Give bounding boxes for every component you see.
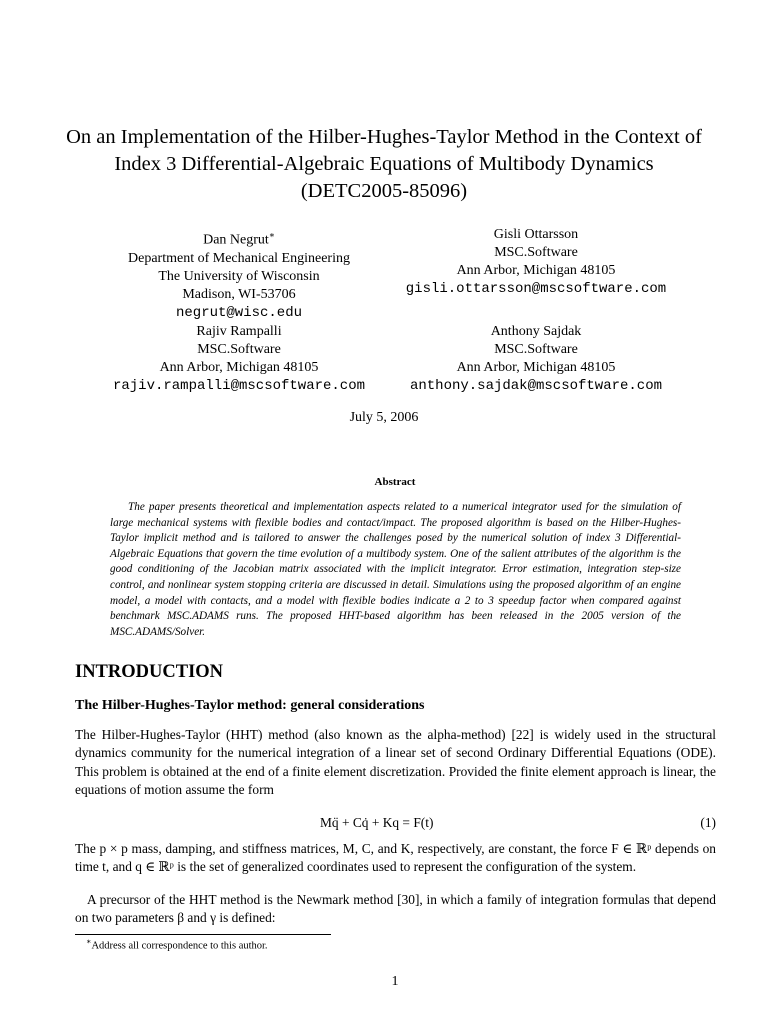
author-email[interactable]: gisli.ottarsson@mscsoftware.com [405, 281, 667, 297]
paragraph: A precursor of the HHT method is the Newmark method [30], in which a family of integration formulas that depend on two parameters β and γ is defined: [75, 892, 716, 926]
footnote-marker: ∗ [86, 937, 92, 946]
author-affiliation: MSC.Software [494, 342, 578, 357]
author-name: Dan Negrut [203, 232, 269, 248]
publication-date: July 5, 2006 [349, 410, 419, 425]
author-email[interactable]: rajiv.rampalli@mscsoftware.com [112, 378, 366, 394]
author-email[interactable]: negrut@wisc.edu [175, 304, 303, 321]
author-affiliation: Ann Arbor, Michigan 48105 [456, 360, 616, 375]
author-name: Rajiv Rampalli [196, 324, 282, 339]
equation-number: (1) [700, 815, 716, 830]
author-affiliation: Madison, WI-53706 [182, 286, 296, 302]
author-affiliation: Ann Arbor, Michigan 48105 [159, 360, 319, 375]
author-email[interactable]: anthony.sajdak@mscsoftware.com [409, 378, 663, 394]
abstract-heading: Abstract [374, 476, 416, 488]
author-block-rampalli [86, 323, 392, 395]
paragraph: The p × p mass, damping, and stiffness matrices, M, C, and K, respectively, are constant, the force F ∈ ℝᵖ depends on time t, and q ∈ ℝᵖ is the set of generalized coordinates used to represent the configuration of the system. [75, 841, 716, 875]
author-affiliation: The University of Wisconsin [158, 268, 320, 284]
author-affiliation: Department of Mechanical Engineering [128, 250, 350, 266]
section-heading: INTRODUCTION [75, 662, 224, 682]
author-affiliation: MSC.Software [494, 245, 578, 260]
equation-body: Mq̈ + Cq̇ + Kq = F(t) [320, 815, 434, 830]
author-name: Gisli Ottarsson [493, 227, 579, 242]
author-affiliation: Ann Arbor, Michigan 48105 [456, 263, 616, 278]
author-block-negrut [91, 226, 387, 322]
page-number: 1 [391, 974, 399, 989]
footnote-divider [75, 934, 331, 935]
footnote-text: Address all correspondence to this author. [91, 940, 268, 952]
footnote [86, 937, 268, 952]
abstract-text: The paper presents theoretical and implementation aspects related to a numerical integrator used for the simulation of large mechanical systems with flexible bodies and contact/impact. The proposed algorithm is based on the Hilber-Hughes-Taylor implicit method and is tailored to answer the challenges posed by the numerical solution of index 3 Differential-Algebraic Equations that govern the time evolution of a multibody system. One of the salient attributes of the algorithm is the good conditioning of the Jacobian matrix associated with the implicit integrator. Error estimation, integration step-size control, and nonlinear system stopping criteria are discussed in detail. Simulations using the proposed algorithm of an engine model, a model with contacts, and a model with flexible bodies indicate a 2 to 3 speedup factor when compared against benchmark MSC.ADAMS runs. The proposed HHT-based algorithm has been released in the 2005 version of the MSC.ADAMS/Solver. [110, 501, 681, 638]
author-block-ottarsson [376, 226, 696, 298]
subsection-heading: The Hilber-Hughes-Taylor method: general considerations [75, 698, 425, 713]
author-affiliation: MSC.Software [197, 342, 281, 357]
paragraph: The Hilber-Hughes-Taylor (HHT) method (also known as the alpha-method) [22] is widely used in the structural dynamics community for the numerical integration of a linear set of second Ordinary Differential Equations (ODE). This problem is obtained at the end of a finite element discretization. Provided the finite element approach is linear, the equations of motion assume the form [75, 727, 716, 797]
paper-title: On an Implementation of the Hilber-Hughes-Taylor Method in the Context of Index 3 Differential-Algebraic Equations of Multibody Dynamics (DETC2005-85096) [66, 126, 702, 202]
author-block-sajdak [376, 323, 696, 395]
footnote-marker: ∗ [268, 230, 275, 240]
abstract-body [110, 500, 681, 640]
author-name: Anthony Sajdak [490, 324, 582, 339]
